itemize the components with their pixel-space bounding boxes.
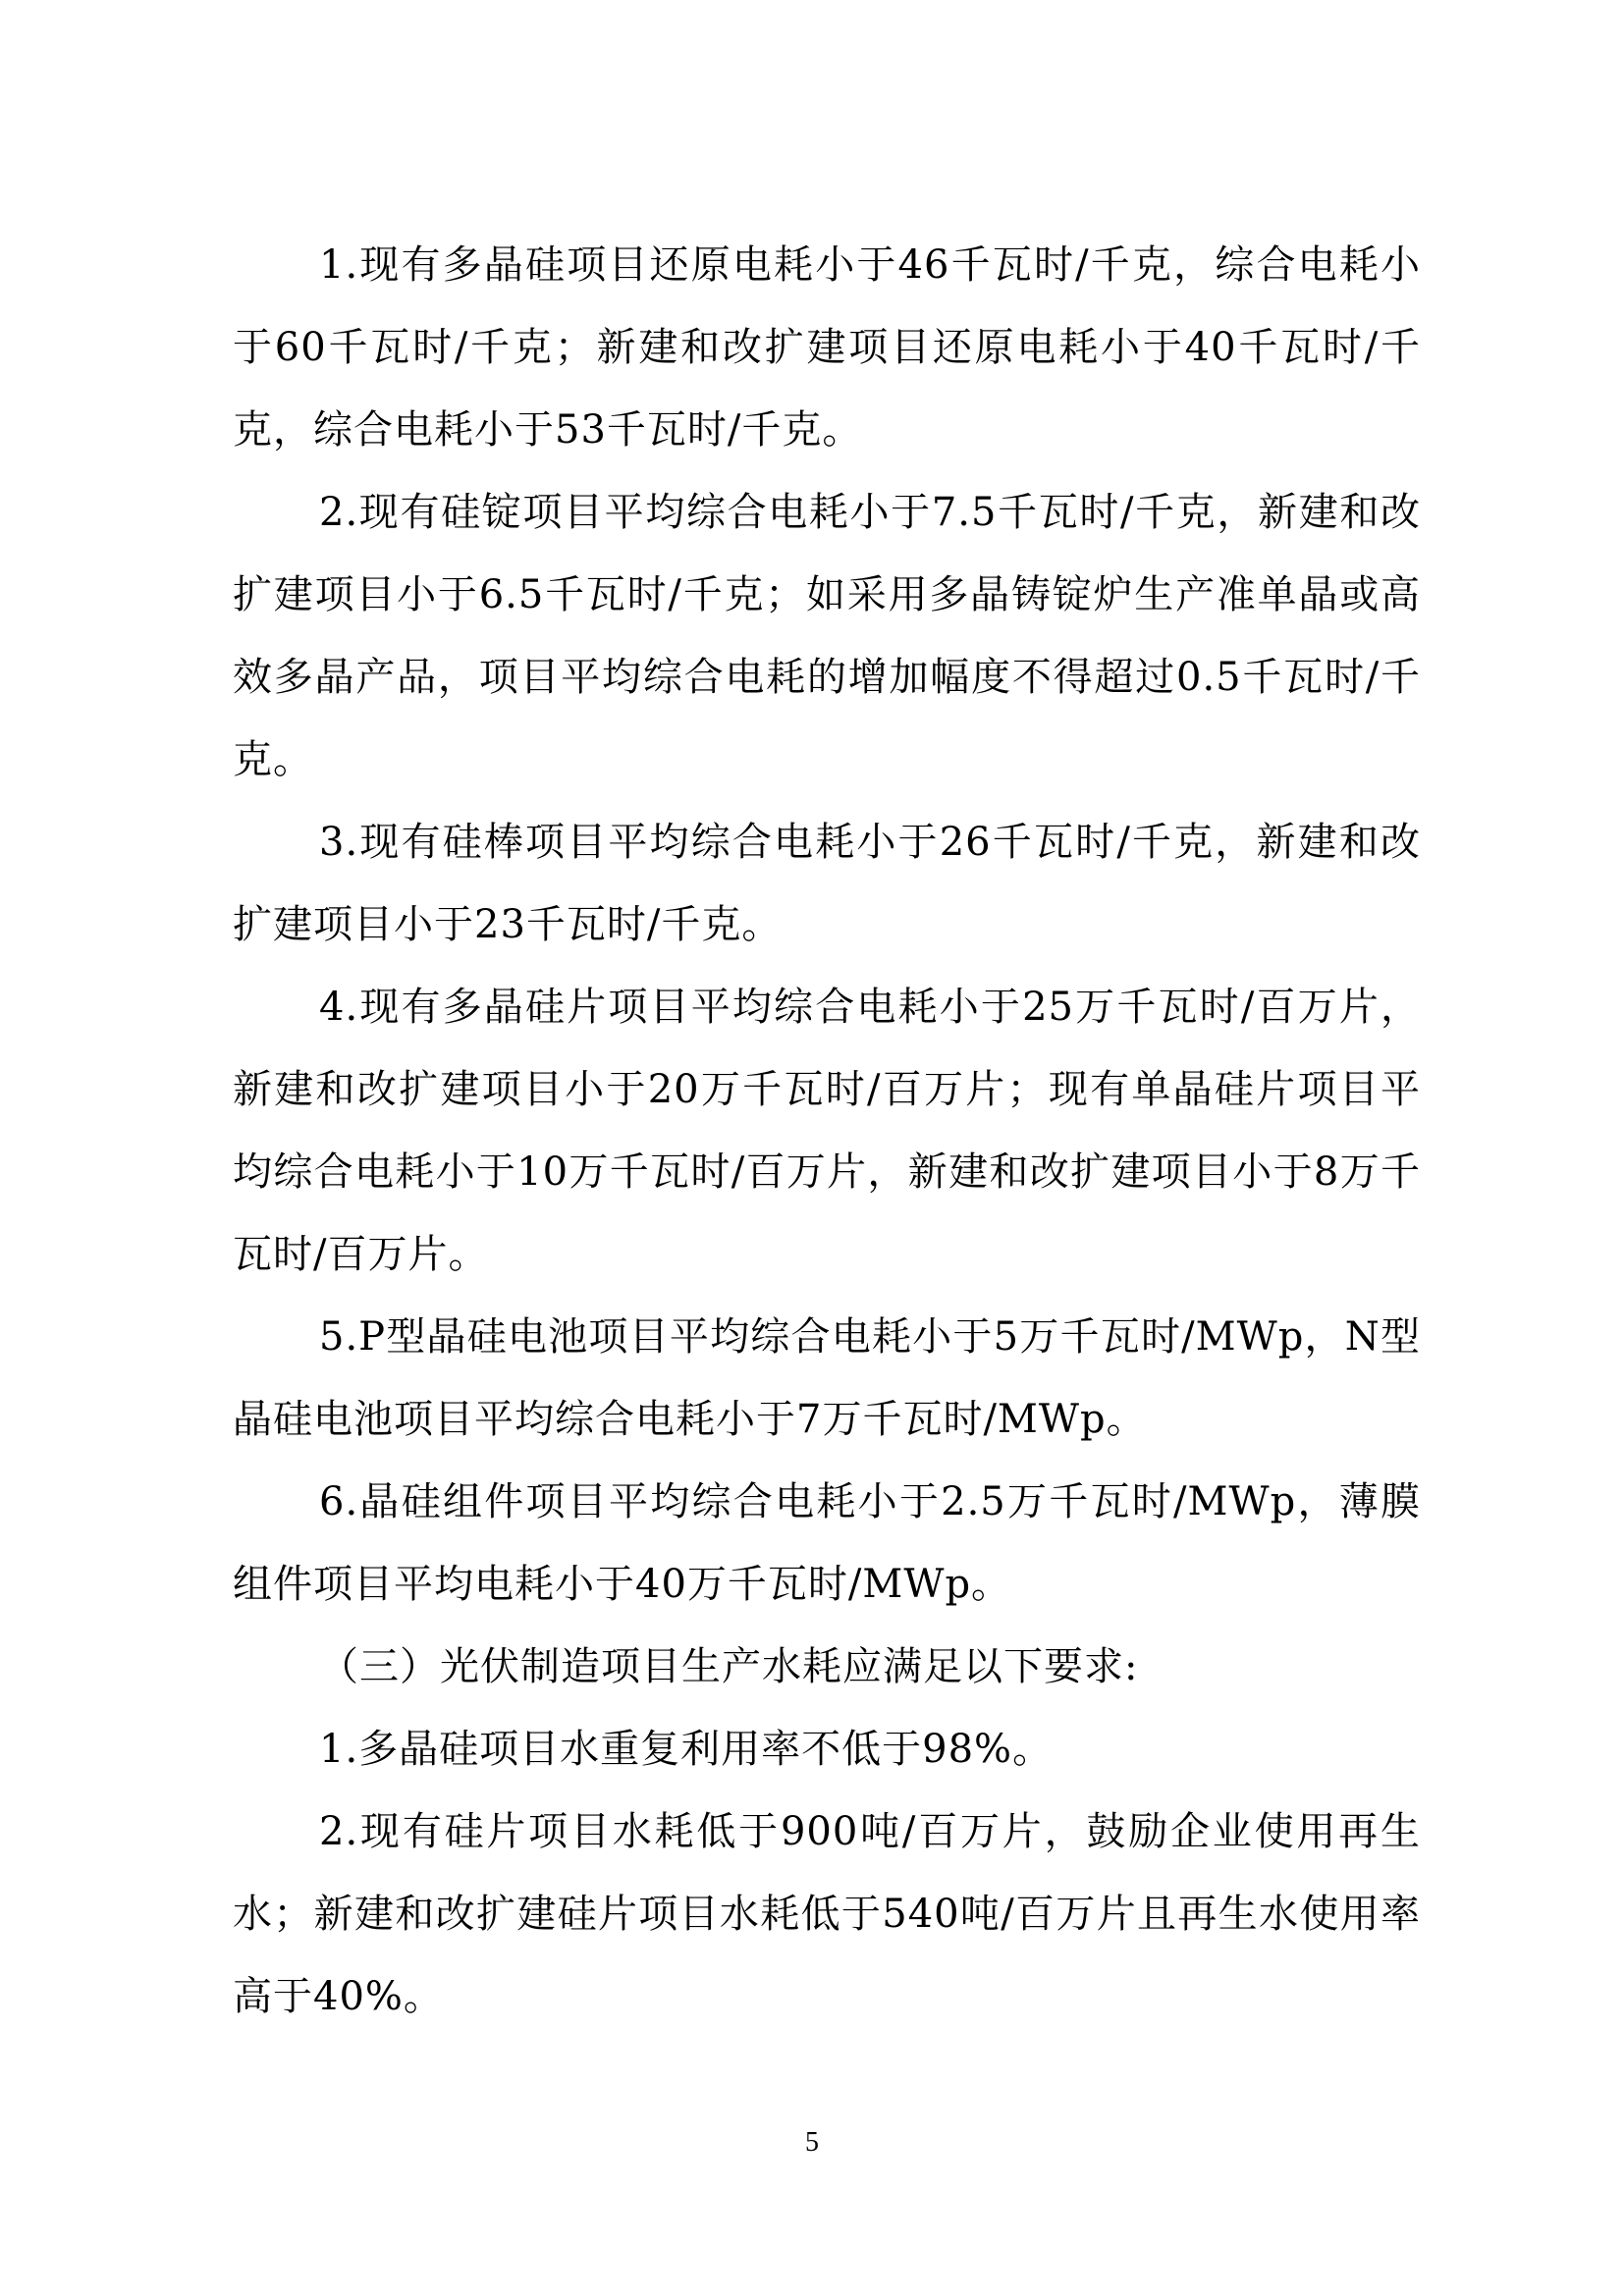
- paragraph-cell-power: 5.P型晶硅电池项目平均综合电耗小于5万千瓦时/MWp，N型晶硅电池项目平均综合电耗小于7万千瓦时/MWp。: [233, 1314, 1421, 1442]
- paragraph-wafer-water: 2.现有硅片项目水耗低于900吨/百万片，鼓励企业使用再生水；新建和改扩建硅片项目水耗低于540吨/百万片且再生水使用率高于40%。: [233, 1809, 1421, 2019]
- section-heading-water: （三）光伏制造项目生产水耗应满足以下要求:: [319, 1644, 1139, 1689]
- paragraph-polysilicon-power: 1.现有多晶硅项目还原电耗小于46千瓦时/千克，综合电耗小于60千瓦时/千克；新建和改扩建项目还原电耗小于40千瓦时/千克，综合电耗小于53千瓦时/千克。: [233, 242, 1421, 453]
- paragraph-ingot-power: 2.现有硅锭项目平均综合电耗小于7.5千瓦时/千克，新建和改扩建项目小于6.5千瓦时/千克；如采用多晶铸锭炉生产准单晶或高效多晶产品，项目平均综合电耗的增加幅度不得超过0.5千瓦时/千克。: [233, 490, 1421, 782]
- paragraph-wafer-power: 4.现有多晶硅片项目平均综合电耗小于25万千瓦时/百万片，新建和改扩建项目小于20万千瓦时/百万片；现有单晶硅片项目平均综合电耗小于10万千瓦时/百万片，新建和改扩建项目小于8万千瓦时/百万片。: [233, 985, 1421, 1277]
- paragraph-module-power: 6.晶硅组件项目平均综合电耗小于2.5万千瓦时/MWp，薄膜组件项目平均电耗小于40万千瓦时/MWp。: [233, 1479, 1421, 1607]
- paragraph-polysilicon-water: 1.多晶硅项目水重复利用率不低于98%。: [319, 1727, 1054, 1772]
- paragraph-rod-power: 3.现有硅棒项目平均综合电耗小于26千瓦时/千克，新建和改扩建项目小于23千瓦时/千克。: [233, 820, 1421, 947]
- page-number: 5: [805, 2127, 819, 2158]
- document-body: [233, 224, 1421, 2038]
